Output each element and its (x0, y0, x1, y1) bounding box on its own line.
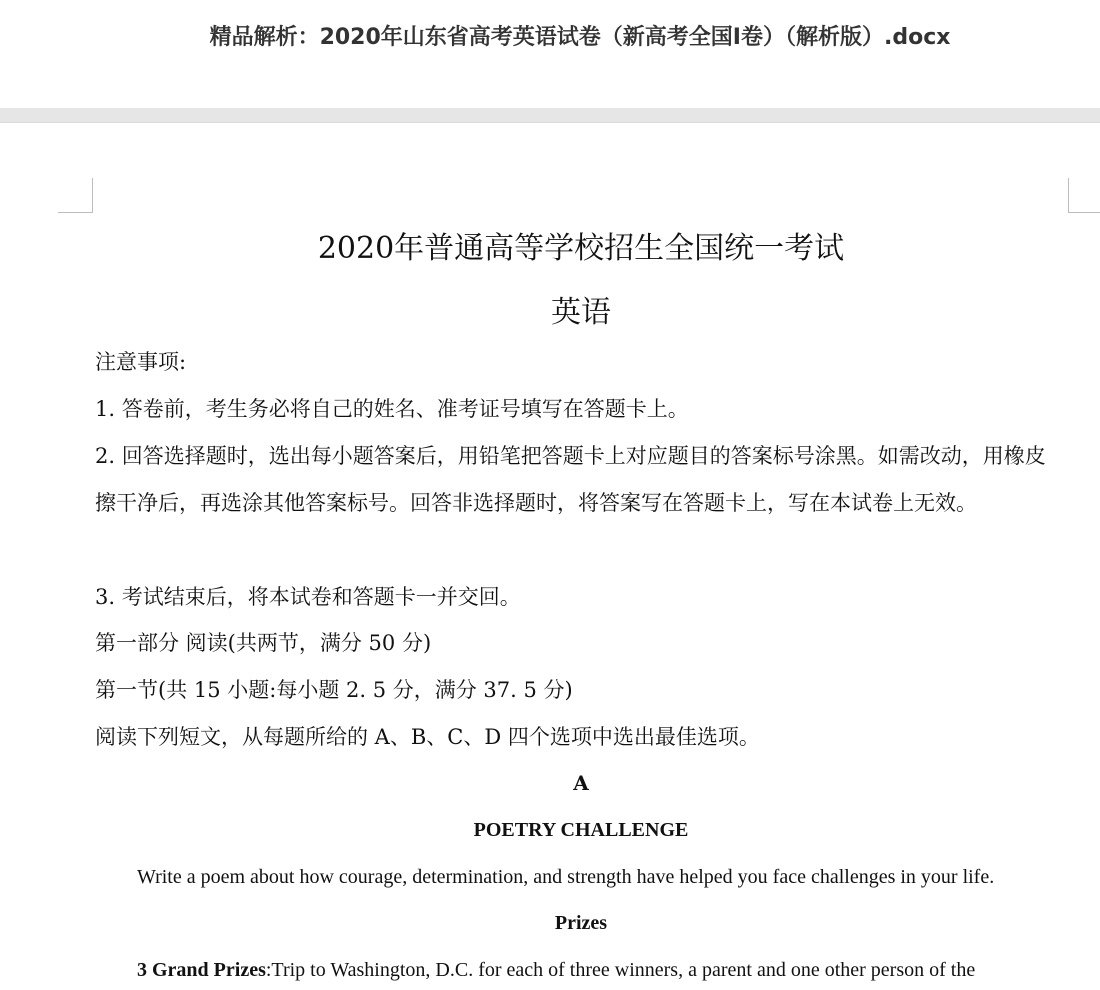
prizes-heading: Prizes (554, 912, 608, 934)
document-page[interactable] (0, 123, 1100, 990)
document-filename: 精品解析：2020年山东省高考英语试卷（新高考全国Ⅰ卷）（解析版）.docx (209, 25, 951, 50)
passage-description: Write a poem about how courage, determination, and strength have helped you face challenges in your life. (137, 866, 995, 888)
notice-item: 3. 考试结束后，将本试卷和答题卡一并交回。 (95, 585, 521, 609)
grand-prizes-label: 3 Grand Prizes (137, 959, 266, 981)
page-separator (0, 108, 1100, 123)
margin-corner-right (1068, 178, 1100, 213)
reading-instruction: 阅读下列短文，从每题所给的 A、B、C、D 四个选项中选出最佳选项。 (95, 725, 760, 749)
section-heading: 第一节(共 15 小题:每小题 2. 5 分，满分 37. 5 分) (95, 678, 573, 702)
notice-heading: 注意事项: (95, 350, 187, 374)
grand-prizes-text: :Trip to Washington, D.C. for each of three winners, a parent and one other person of the (265, 959, 976, 981)
exam-title: 2020年普通高等学校招生全国统一考试 (317, 231, 845, 266)
notice-item: 2. 回答选择题时，选出每小题答案后，用铅笔把答题卡上对应题目的答案标号涂黑。如需改动，用橡皮擦干净后，再选涂其他答案标号。回答非选择题时，将答案写在答题卡上，写在本试卷上无效。 (95, 444, 1046, 515)
margin-corner-left (58, 178, 93, 213)
exam-subject: 英语 (551, 295, 611, 330)
notice-item: 1. 答卷前，考生务必将自己的姓名、准考证号填写在答题卡上。 (95, 397, 689, 421)
grand-prizes-line (137, 959, 975, 982)
part-heading: 第一部分 阅读(共两节，满分 50 分) (95, 631, 432, 655)
passage-title: POETRY CHALLENGE (473, 819, 689, 841)
title-bar (0, 0, 1100, 108)
passage-letter: A (573, 771, 589, 795)
